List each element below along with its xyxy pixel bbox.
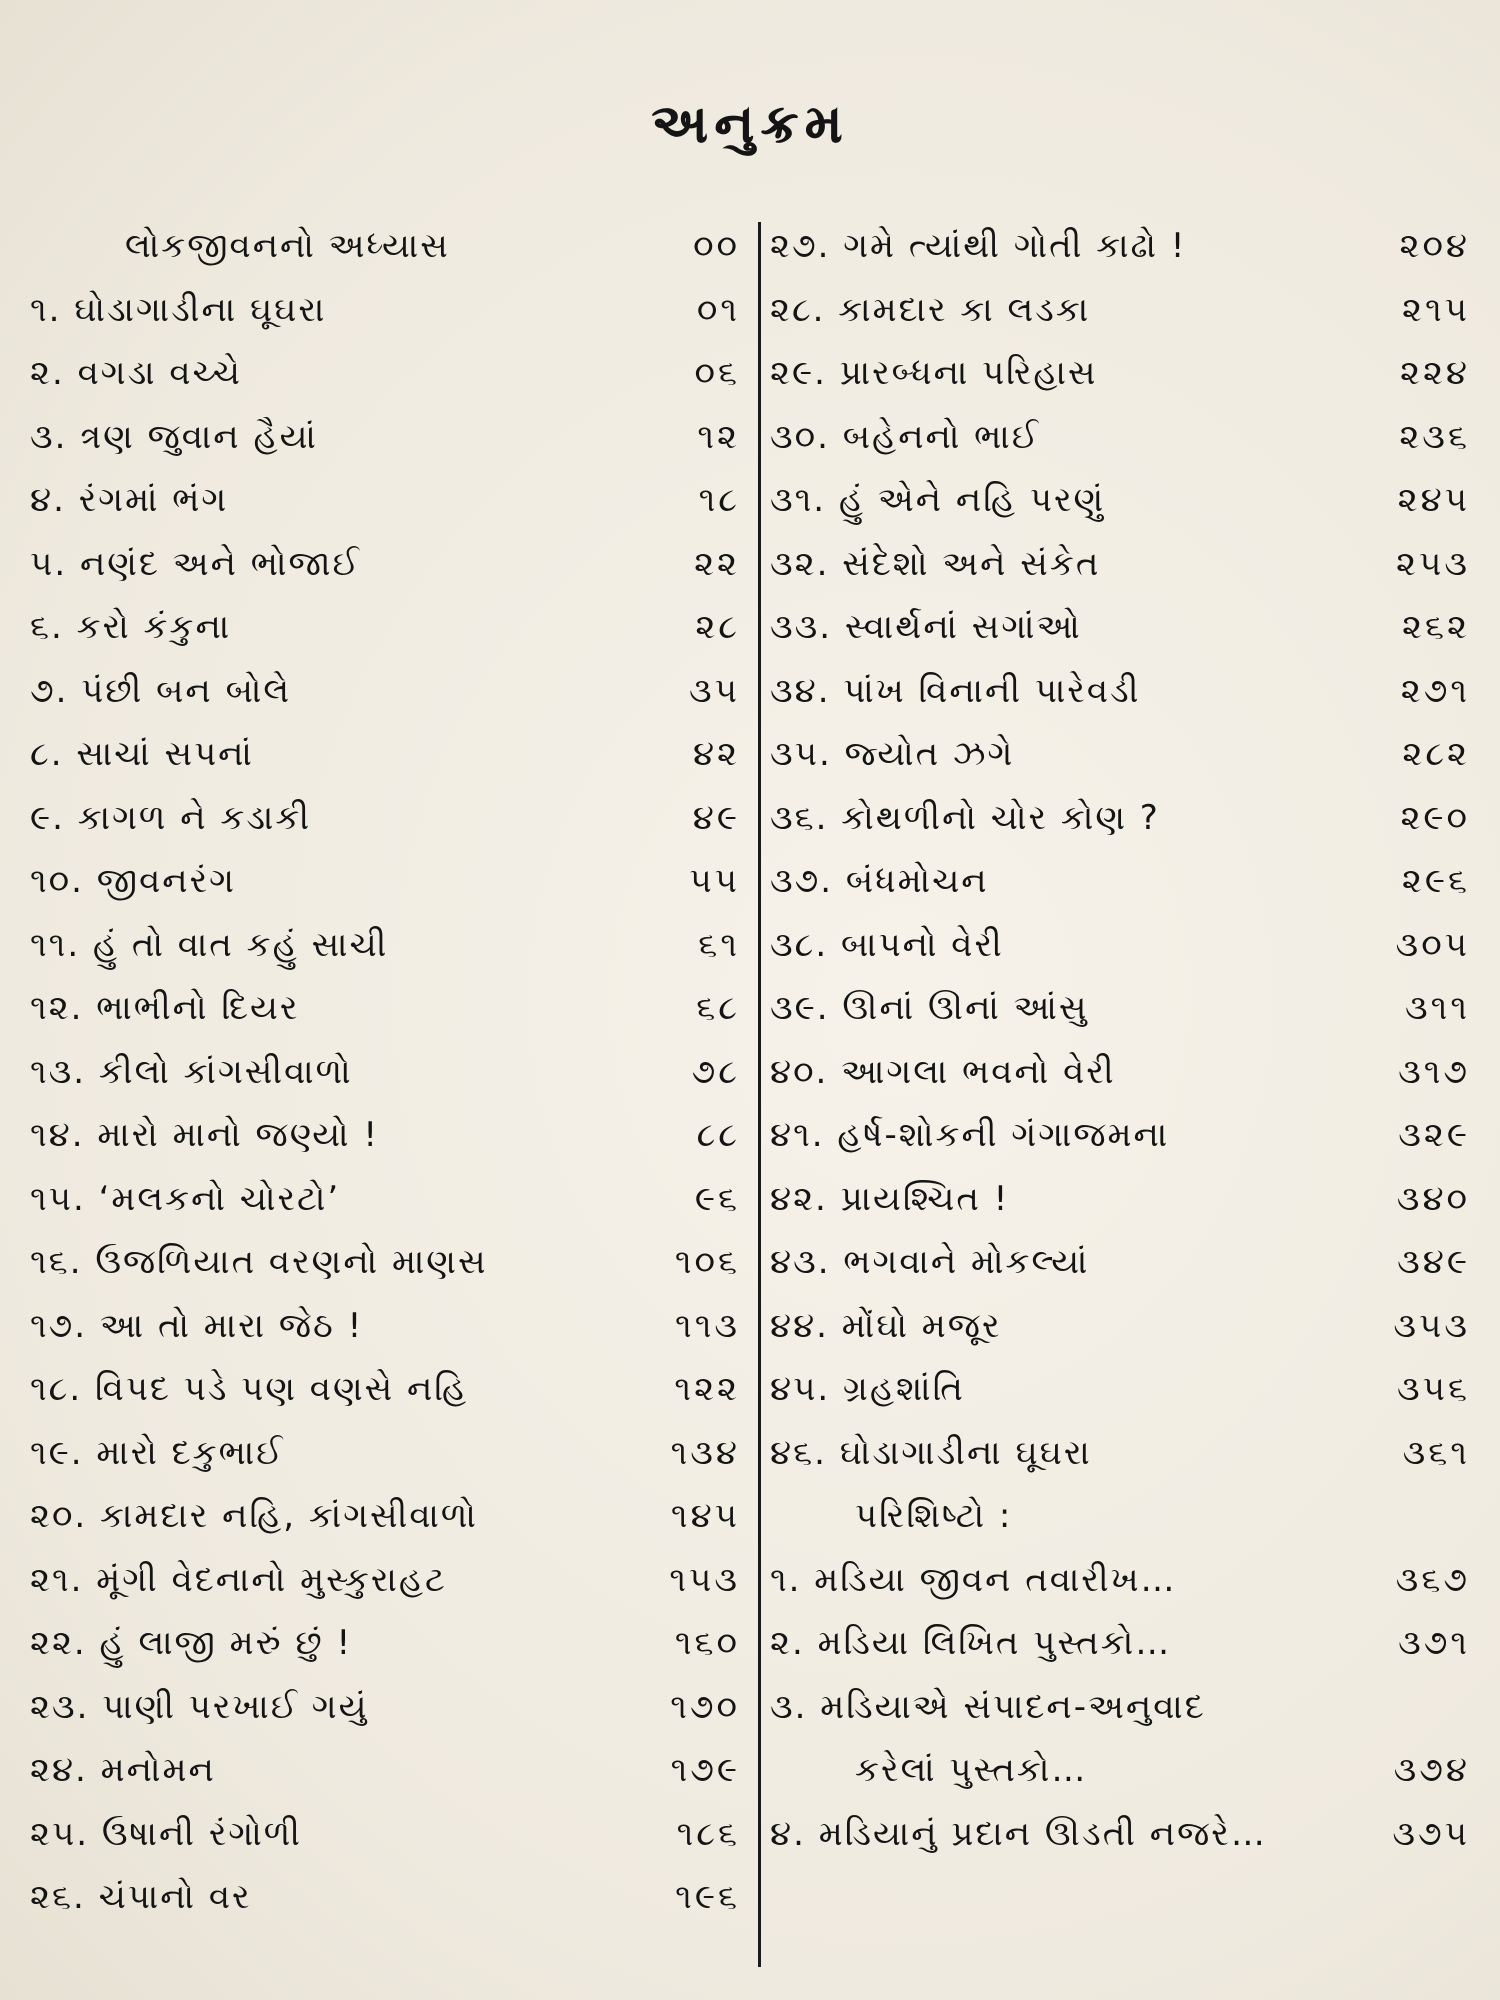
toc-entry-title: ૮. સાચાં સપનાં [30,734,254,774]
toc-entry [770,596,1470,660]
toc-entry-page: ૩૭૪ [1393,1750,1470,1790]
toc-entry-title: ૨૪. મનોમન [30,1750,216,1790]
toc-entry [30,723,740,787]
toc-entry-page: ૦૦ [693,226,740,266]
page-title: અનુક્રમ [651,92,849,155]
toc-entry-title: લોકજીવનનો અધ્યાસ [125,226,450,266]
toc-entry-page: ૬૧ [698,924,740,965]
toc-entry-title: ૯. કાગળ ને કડાકી [30,797,312,838]
toc-entry-title: ૨. વગડા વચ્ચે [30,353,242,393]
toc-entry [770,342,1470,406]
toc-entry [770,1358,1470,1422]
toc-entry-title: ૪. મડિયાનું પ્રદાન ઊડતી નજરે… [770,1813,1267,1854]
toc-entry-title: ૩૮. બાપનો વેરી [770,924,1004,965]
toc-entry-page: ૩૭૧ [1398,1623,1470,1663]
toc-entry-page: ૦૧ [696,289,740,330]
toc-entry [30,1422,740,1486]
toc-entry-title: ૭. પંછી બન બોલે [30,670,292,711]
toc-entry-title: ૧૭. આ તો મારા જેઠ ! [30,1305,364,1346]
toc-entry-title: ૧૪. મારો માનો જણ્યો ! [30,1115,379,1155]
toc-entry [770,1422,1470,1486]
toc-entry-title: ૪૦. આગલા ભવનો વેરી [770,1051,1116,1092]
toc-entry [770,660,1470,724]
toc-entry-page: ૩૫૩ [1393,1305,1470,1346]
toc-entry-title: પરિશિષ્ટો : [855,1496,1013,1536]
toc-entry [30,977,740,1041]
toc-entry-title: ૨૩. પાણી પરખાઈ ગયું [30,1686,369,1727]
toc-entry-title: ૨૯. પ્રારબ્ધના પરિહાસ [770,353,1098,393]
toc-entry-page: ૫૫ [689,861,740,901]
toc-entry-title: ૩. મડિયાએ સંપાદન-અનુવાદ [770,1686,1206,1727]
toc-entry-page: ૩૫ [689,670,740,711]
toc-entry [770,406,1470,470]
toc-entry-title: ૩૪. પાંખ વિનાની પારેવડી [770,670,1141,711]
toc-entry [770,1803,1470,1867]
toc-entry-title: ૪. રંગમાં ભંગ [30,480,229,520]
toc-entry-page: ૩૪૦ [1396,1178,1470,1219]
toc-entry [30,1803,740,1867]
toc-entry-title: ૨. મડિયા લિખિત પુસ્તકો… [770,1623,1172,1663]
toc-entry [30,215,740,279]
toc-entry-title: ૨૦. કામદાર નહિ, કાંગસીવાળો [30,1496,478,1536]
toc-entry-page: ૧૭૯ [670,1750,740,1790]
toc-entry-title: કરેલાં પુસ્તકો… [855,1750,1088,1790]
toc-entry [770,469,1470,533]
toc-entry [30,787,740,851]
toc-entry [770,787,1470,851]
toc-entry-page: ૮૮ [696,1115,740,1155]
toc-entry-title: ૨૨. હું લાજી મરું છું ! [30,1623,353,1663]
toc-entry [30,850,740,914]
toc-entry-title: ૬. કરો કંકુના [30,607,232,647]
toc-entry-title: ૩૩. સ્વાર્થનાં સગાંઓ [770,607,1082,647]
toc-entry [30,342,740,406]
toc-entry-title: ૩૨. સંદેશો અને સંકેત [770,543,1101,584]
toc-entry-page: ૨૯૦ [1400,797,1470,838]
toc-entry-title: ૧૦. જીવનરંગ [30,861,236,901]
toc-entry-page: ૩૬૧ [1402,1432,1470,1473]
toc-entry [770,977,1470,1041]
toc-entry-title: ૩૧. હું એને નહિ પરણું [770,480,1106,520]
toc-entry-title: ૧૮. વિપદ પડે પણ વણસે નહિ [30,1369,469,1409]
toc-entry-page: ૪૯ [692,797,740,838]
column-divider [758,222,761,1967]
toc-entry-title: ૩૫. જ્યોત ઝગે [770,734,1015,774]
toc-entry-page: ૩૧૭ [1398,1051,1470,1092]
toc-entry [770,1676,1470,1740]
toc-entry [30,1358,740,1422]
toc-entry-page: ૨૮૨ [1402,734,1470,774]
toc-entry-page: ૧૫૩ [669,1559,740,1600]
toc-entry-title: ૨૫. ઉષાની રંગોળી [30,1813,302,1854]
toc-entry-page: ૩૭૫ [1392,1813,1470,1854]
toc-entry-title: ૩૬. કોથળીનો ચોર કોણ ? [770,797,1160,838]
toc-entry-page: ૨૭૧ [1400,670,1470,711]
toc-entry-title: ૫. નણંદ અને ભોજાઈ [30,543,361,584]
toc-entry [770,723,1470,787]
toc-entry [30,660,740,724]
toc-entry-page: ૩૬૭ [1395,1559,1470,1600]
toc-entry-page: ૬૮ [696,988,740,1028]
toc-entry [30,1612,740,1676]
toc-entry [30,1866,740,1930]
toc-entry-page: ૩૪૯ [1397,1242,1470,1282]
toc-entry-page: ૨૨ [694,543,740,584]
toc-entry [770,1739,1470,1803]
toc-entry-page: ૨૪૫ [1397,480,1470,520]
toc-entry [30,1041,740,1105]
toc-entry [30,1104,740,1168]
toc-entry-page: ૩૫૬ [1396,1369,1470,1409]
toc-entry [770,1485,1470,1549]
toc-entry-title: ૪૫. ગ્રહશાંતિ [770,1369,965,1409]
toc-entry-page: ૩૦૫ [1395,924,1470,965]
toc-entry-title: ૪૧. હર્ષ-શોકની ગંગાજમના [770,1115,1170,1155]
toc-entry-page: ૧૨ [697,416,740,457]
toc-entry-title: ૧૯. મારો દકુભાઈ [30,1432,285,1473]
toc-entry [30,1549,740,1613]
toc-entry-page: ૨૨૪ [1400,353,1470,393]
toc-entry-page: ૧૮૬ [676,1813,740,1854]
toc-entry-title: ૩૦. બહેનનો ભાઈ [770,416,1040,457]
toc-entry-title: ૨૬. ચંપાનો વર [30,1877,252,1917]
toc-entry-page: ૨૮ [695,607,740,647]
toc-entry-page: ૧૭૦ [670,1686,740,1727]
toc-entry [30,533,740,597]
toc-entry [30,1676,740,1740]
toc-entry-title: ૨૭. ગમે ત્યાંથી ગોતી કાઢો ! [770,226,1187,266]
toc-entry-page: ૨૯૬ [1401,861,1470,901]
toc-entry [770,279,1470,343]
toc-entry-page: ૨૬૨ [1402,607,1470,647]
toc-entry-title: ૨૧. મૂંગી વેદનાનો મુસ્કુરાહટ [30,1559,447,1600]
toc-entry [770,1041,1470,1105]
toc-entry-page: ૩૧૧ [1405,988,1470,1028]
toc-entry-page: ૭૮ [691,1051,740,1092]
toc-entry-title: ૧૧. હું તો વાત કહું સાચી [30,924,389,965]
toc-entry-title: ૧. મડિયા જીવન તવારીખ… [770,1559,1177,1600]
toc-left-column [30,215,740,1930]
toc-entry-page: ૧૧૩ [675,1305,740,1346]
toc-entry-page: ૦૬ [694,353,740,393]
toc-entry [770,533,1470,597]
toc-entry [770,215,1470,279]
toc-entry [30,279,740,343]
toc-entry [30,469,740,533]
toc-entry-page: ૧૯૬ [675,1877,740,1917]
toc-entry [30,1168,740,1232]
toc-entry-title: ૧૨. ભાભીનો દિયર [30,988,300,1028]
toc-entry [770,850,1470,914]
toc-entry [30,1739,740,1803]
toc-entry [30,1485,740,1549]
toc-entry-title: ૪૬. ઘોડાગાડીના ઘૂઘરા [770,1432,1092,1473]
toc-entry-page: ૧૬૦ [674,1623,740,1663]
toc-entry-page: ૧૦૬ [674,1242,740,1282]
toc-entry-title: ૪૩. ભગવાને મોકલ્યાં [770,1242,1090,1282]
toc-entry-title: ૧૬. ઉજળિયાત વરણનો માણસ [30,1242,488,1282]
toc-entry [770,1231,1470,1295]
toc-entry-page: ૨૧૫ [1402,289,1470,330]
toc-right-column [770,215,1470,1866]
toc-entry [770,1612,1470,1676]
toc-entry [30,1295,740,1359]
toc-entry-page: ૧૮ [698,480,740,520]
toc-entry-page: ૯૬ [694,1178,740,1219]
toc-entry-title: ૧૩. કીલો કાંગસીવાળો [30,1051,353,1092]
toc-entry-title: ૪૪. મોંઘો મજૂર [770,1305,1002,1346]
toc-entry-title: ૨૮. કામદાર કા લડકા [770,289,1091,330]
toc-entry-page: ૨૫૩ [1396,543,1470,584]
toc-entry [770,1168,1470,1232]
toc-entry [770,1549,1470,1613]
toc-entry-page: ૨૦૪ [1399,226,1470,266]
toc-entry-page: ૨૩૬ [1399,416,1470,457]
toc-entry-page: ૧૪૫ [670,1496,740,1536]
toc-entry-page: ૪૨ [692,734,740,774]
toc-entry [30,406,740,470]
toc-entry-title: ૩. ત્રણ જુવાન હૈયાં [30,416,318,457]
toc-entry-title: ૧૫. ‘મલકનો ચોરટો’ [30,1178,341,1219]
toc-entry [30,914,740,978]
toc-entry [30,1231,740,1295]
toc-entry-title: ૪૨. પ્રાયશ્ચિત ! [770,1178,1010,1219]
toc-entry [30,596,740,660]
toc-entry [770,1295,1470,1359]
toc-entry-title: ૧. ઘોડાગાડીના ઘૂઘરા [30,289,327,330]
toc-entry [770,914,1470,978]
toc-entry-title: ૩૭. બંધમોચન [770,861,989,901]
toc-entry-page: ૧૨૨ [674,1369,740,1409]
toc-entry-title: ૩૯. ઊનાં ઊનાં આંસુ [770,988,1089,1028]
toc-entry-page: ૩૨૯ [1398,1115,1470,1155]
toc-entry-page: ૧૩૪ [670,1432,740,1473]
toc-entry [770,1104,1470,1168]
